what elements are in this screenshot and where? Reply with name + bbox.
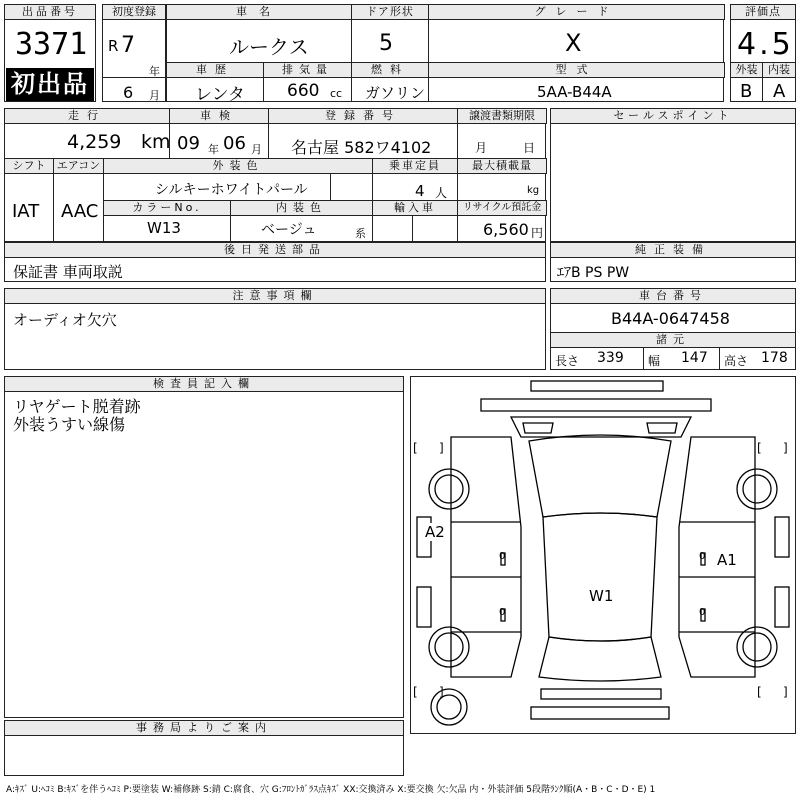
score-value: 4.5: [737, 27, 794, 62]
fuel-value: ガソリン: [365, 84, 426, 102]
damage-mark-w1: W1: [589, 587, 614, 605]
int-color-suffix: 系: [355, 227, 366, 240]
interior-grade: A: [773, 81, 786, 102]
lot-number: 3371: [15, 27, 88, 62]
rear-bumper: [541, 689, 661, 699]
color-no-label: カラーNo.: [103, 200, 231, 216]
lot-number-label: 出品番号: [4, 4, 96, 20]
caution-block: [4, 288, 546, 370]
specs-label: 諸元: [550, 332, 796, 348]
recycle-value: 6,560: [483, 220, 529, 239]
ext-color-label: 外装色: [103, 158, 373, 174]
ext-color-value: シルキーホワイトパール: [155, 182, 308, 198]
bracket-rear-right: [: [757, 685, 762, 699]
history-label: 車歴: [166, 62, 264, 78]
capacity-label: 乗車定員: [372, 158, 458, 174]
max-load-label: 最大積載量: [457, 158, 547, 174]
ac-value: AAC: [61, 201, 99, 222]
mileage-value: 4,259: [67, 131, 122, 153]
transfer-month-unit: 月: [475, 141, 488, 155]
genuine-equipment-block: [550, 242, 796, 282]
office-notice-label: 事務局よりご案内: [4, 720, 404, 736]
hood: [511, 417, 691, 437]
vehicle-detail-block: [4, 108, 546, 242]
office-notice-block: [4, 720, 404, 776]
transfer-label: 譲渡書類期限: [457, 108, 547, 124]
displacement-label: 排気量: [263, 62, 352, 78]
damage-diagram: [410, 376, 796, 734]
displacement-unit: cc: [330, 87, 343, 100]
door-label: ドア形状: [351, 4, 429, 20]
score-block: [730, 4, 796, 102]
first-reg-month: 6: [123, 83, 134, 102]
score-label: 評価点: [730, 4, 796, 20]
caution-value: オーディオ欠穴: [13, 311, 117, 329]
max-load-unit: kg: [527, 185, 540, 196]
int-color-label: 内装色: [230, 200, 373, 216]
car-outline-diagram: [411, 377, 795, 733]
capacity-unit: 人: [435, 186, 448, 200]
rear-panel: [531, 707, 669, 719]
first-reg-label: 初度登録: [102, 4, 166, 20]
damage-mark-a2: A2: [425, 523, 445, 541]
bracket-front-right-close: ]: [783, 441, 788, 455]
inspection-month-unit: 月: [251, 143, 262, 156]
month-unit: 月: [149, 89, 160, 102]
grade-value: X: [565, 29, 582, 57]
transfer-day-unit: 日: [523, 141, 536, 155]
height-label: 高さ: [724, 354, 749, 368]
bracket-front-left: [: [413, 441, 418, 455]
mileage-label: 走行: [4, 108, 170, 124]
displacement-value: 660: [287, 81, 320, 101]
chassis-label: 車台番号: [550, 288, 796, 304]
sales-points-label: セールスポイント: [550, 108, 796, 124]
inspection-month: 06: [223, 133, 246, 154]
genuine-value: ｴｱB PS PW: [557, 265, 630, 281]
inspector-label: 検査員記入欄: [4, 376, 404, 392]
car-name: ルークス: [229, 35, 309, 59]
model-label: 型式: [428, 62, 725, 78]
damage-mark-a1: A1: [717, 551, 737, 569]
width-value: 147: [681, 350, 708, 366]
shift-value: IAT: [12, 201, 40, 222]
later-parts-value: 保証書 車両取説: [13, 263, 123, 281]
inspection-year-unit: 年: [208, 143, 219, 156]
bracket-front-right: [: [757, 441, 762, 455]
length-value: 339: [597, 350, 624, 366]
inspection-year: 09: [177, 133, 200, 154]
zero-right-rear: 0: [699, 607, 706, 618]
history-value: レンタ: [195, 85, 245, 105]
bracket-front-left-close: ]: [439, 441, 444, 455]
later-parts-label: 後日発送部品: [4, 242, 546, 258]
exterior-grade: B: [740, 81, 753, 102]
year-unit: 年: [149, 65, 160, 78]
later-parts-block: [4, 242, 546, 282]
bracket-rear-left-close: ]: [439, 685, 444, 699]
grade-label: グレード: [428, 4, 725, 20]
recycle-unit: 円: [531, 226, 544, 240]
bracket-rear-left: [: [413, 685, 418, 699]
fuel-label: 燃料: [351, 62, 429, 78]
inspector-block: [4, 376, 404, 718]
shift-label: シフト: [4, 158, 54, 174]
zero-left-front: 0: [499, 551, 506, 562]
exterior-label: 外装: [730, 62, 763, 78]
first-reg-era: R: [108, 37, 119, 55]
windshield: [529, 435, 671, 517]
inspection-label: 車検: [169, 108, 269, 124]
mileage-unit: km: [141, 131, 171, 153]
sales-points-block: [550, 108, 796, 242]
width-label: 幅: [648, 354, 661, 368]
registration-number: 名古屋 582ワ4102: [291, 138, 432, 157]
model-value: 5AA-B44A: [537, 83, 612, 101]
height-value: 178: [761, 350, 788, 366]
inspector-line-2: 外装うすい線傷: [13, 415, 126, 434]
car-name-label: 車名: [166, 4, 352, 20]
rear-glass: [539, 637, 661, 681]
capacity-value: 4: [415, 182, 425, 200]
damage-legend: A:ｷｽﾞ U:ﾍｺﾐ B:ｷｽﾞを伴うﾍｺﾐ P:要塗装 W:補修跡 S:錆 C:腐食、穴 G:ﾌﾛﾝﾄｶﾞﾗｽ点ｷｽﾞ XX:交換済み X:要交換 欠:欠品 内・外装評価 5段階ﾗﾝｸ順(A・B・C・D・E) 1: [6, 785, 656, 795]
interior-label: 内装: [762, 62, 796, 78]
door-count: 5: [379, 31, 393, 56]
lot-number-block: [4, 4, 96, 102]
first-listing-badge: 初出品: [6, 68, 94, 101]
bracket-rear-right-close: ]: [783, 685, 788, 699]
color-no-value: W13: [147, 219, 181, 237]
roof: [543, 513, 657, 641]
chassis-number: B44A-0647458: [611, 309, 730, 328]
length-label: 長さ: [555, 354, 580, 368]
genuine-label: 純正装備: [550, 242, 796, 258]
zero-right-front: 0: [699, 551, 706, 562]
int-color-value: ベージュ: [261, 222, 317, 238]
front-bumper: [531, 381, 663, 391]
headlight-right: [647, 423, 677, 433]
ac-label: エアコン: [53, 158, 104, 174]
chassis-block: [550, 288, 796, 370]
zero-left-rear: 0: [499, 607, 506, 618]
reg-no-label: 登録番号: [268, 108, 458, 124]
first-registration-block: [102, 4, 166, 102]
import-label: 輸入車: [372, 200, 458, 216]
inspector-line-1: リヤゲート脱着跡: [13, 397, 141, 416]
first-reg-year: 7: [121, 33, 135, 58]
front-panel: [481, 399, 711, 411]
headlight-left: [523, 423, 553, 433]
mirror-right: [775, 517, 789, 557]
recycle-label: リサイクル預託金: [457, 200, 547, 216]
caution-label: 注意事項欄: [4, 288, 546, 304]
car-info-block: [166, 4, 724, 105]
